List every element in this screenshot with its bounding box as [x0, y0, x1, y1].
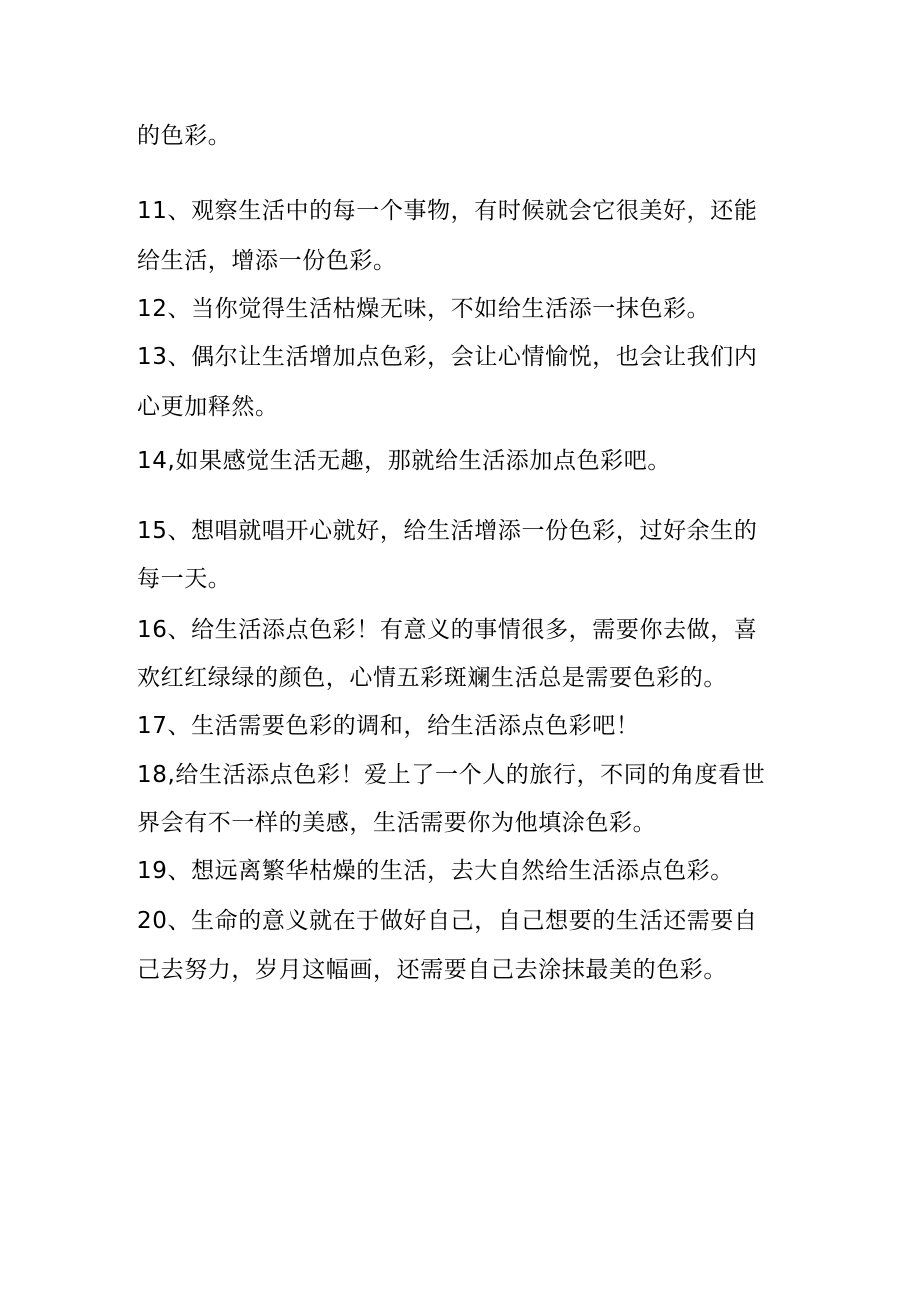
- text-line: 心更加释然。: [137, 394, 279, 420]
- text-line: 己去努力，岁月这幅画，还需要自己去涂抹最美的色彩。: [137, 957, 727, 983]
- text-line: 19、想远离繁华枯燥的生活，去大自然给生活添点色彩。: [137, 858, 734, 884]
- text-line: 15、想唱就唱开心就好，给生活增添一份色彩，过好余生的: [137, 518, 758, 544]
- text-line: 13、偶尔让生活增加点色彩，会让心情愉悦，也会让我们内: [137, 344, 758, 370]
- text-line: 12、当你觉得生活枯燥无味，不如给生活添一抹色彩。: [137, 296, 711, 322]
- text-line: 界会有不一样的美感，生活需要你为他填涂色彩。: [137, 810, 657, 836]
- text-line: 18,给生活添点色彩！爱上了一个人的旅行，不同的角度看世: [137, 762, 766, 788]
- text-line: 14,如果感觉生活无趣，那就给生活添加点色彩吧。: [137, 448, 671, 474]
- text-line: 给生活，增添一份色彩。: [137, 248, 397, 274]
- text-line: 20、生命的意义就在于做好自己，自己想要的生活还需要自: [137, 908, 758, 934]
- text-line: 17、生活需要色彩的调和，给生活添点色彩吧！: [137, 713, 640, 739]
- text-line: 欢红红绿绿的颜色，心情五彩斑斓生活总是需要色彩的。: [137, 665, 727, 691]
- text-line: 每一天。: [137, 566, 232, 592]
- text-line: 16、给生活添点色彩！有意义的事情很多，需要你去做，喜: [137, 617, 758, 643]
- text-line: 11、观察生活中的每一个事物，有时候就会它很美好，还能: [137, 198, 758, 224]
- text-line: 的色彩。: [137, 123, 232, 149]
